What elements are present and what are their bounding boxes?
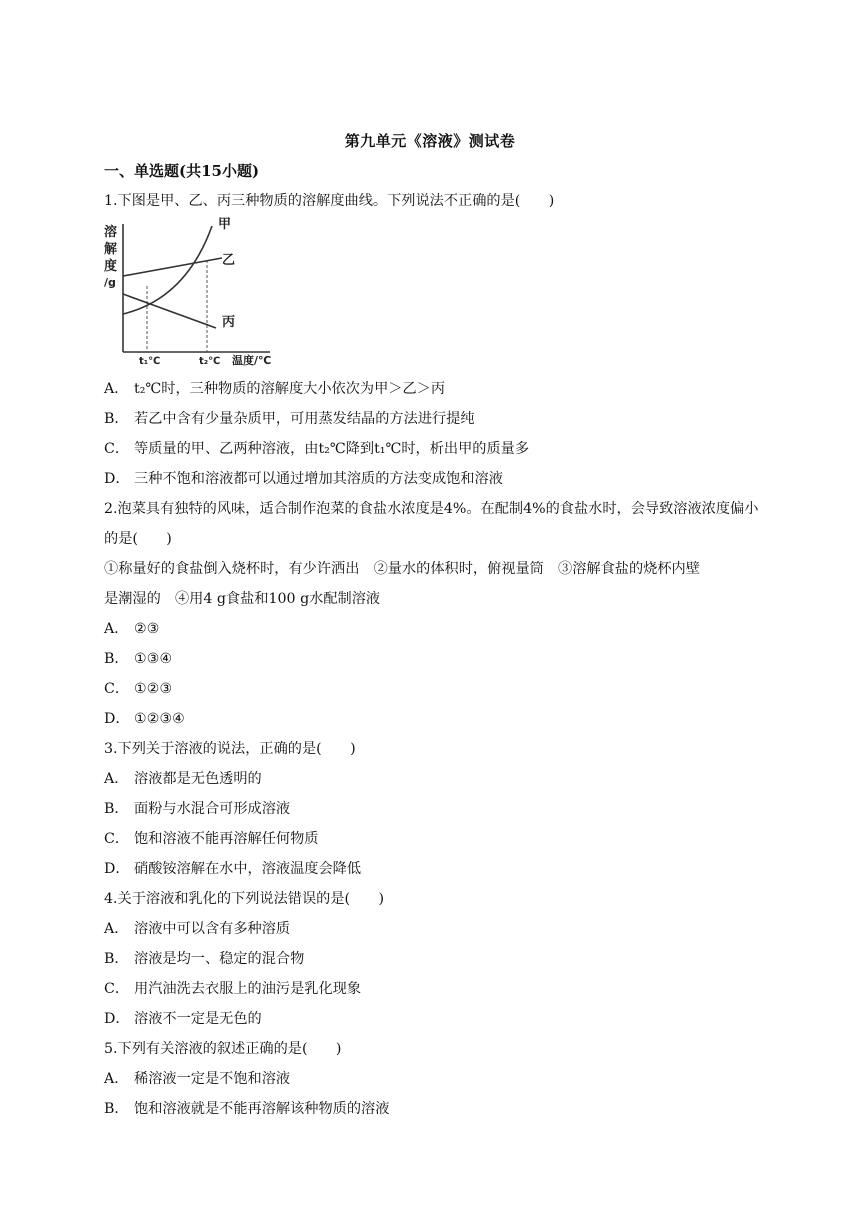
question-list bbox=[104, 186, 764, 1124]
q3-option-d: D． 硝酸铵溶解在水中，溶液温度会降低 bbox=[104, 861, 362, 877]
q3-option-c: C． 饱和溶液不能再溶解任何物质 bbox=[104, 831, 319, 847]
q2-body-line1: ①称量好的食盐倒入烧杯时，有少许洒出 ②量水的体积时，俯视量筒 ③溶解食盐的烧杯内壁 bbox=[104, 561, 700, 577]
q1-stem: 1.下图是甲、乙、丙三种物质的溶解度曲线。下列说法不正确的是( ) bbox=[104, 193, 555, 209]
q1-option-c: C． 等质量的甲、乙两种溶液，由t₂℃降到t₁℃时，析出甲的质量多 bbox=[104, 441, 530, 457]
solubility-chart-svg bbox=[104, 216, 284, 366]
q4-option-d: D． 溶液不一定是无色的 bbox=[104, 1011, 262, 1027]
series-yi-label: 乙 bbox=[222, 253, 236, 268]
x-tick-t2: t₂℃ bbox=[199, 356, 221, 366]
solubility-chart bbox=[104, 216, 764, 374]
q2-stem: 2.泡菜具有独特的风味，适合制作泡菜的食盐水浓度是4%。在配制4%的食盐水时，会导致溶液浓度偏小的是( ) bbox=[104, 501, 759, 547]
y-label-char-3: 度 bbox=[104, 259, 118, 274]
q2-option-d: D． ①②③④ bbox=[104, 711, 185, 727]
q2-option-c: C． ①②③ bbox=[104, 681, 173, 697]
q4-option-a: A． 溶液中可以含有多种溶质 bbox=[104, 921, 291, 937]
x-tick-t1: t₁℃ bbox=[139, 356, 161, 366]
y-label-char-1: 溶 bbox=[104, 225, 118, 240]
series-jia-line bbox=[123, 226, 212, 314]
q3-stem: 3.下列关于溶液的说法，正确的是( ) bbox=[104, 741, 356, 757]
q1-option-a: A． t₂℃时，三种物质的溶解度大小依次为甲＞乙＞丙 bbox=[104, 381, 446, 397]
q5-option-a: A． 稀溶液一定是不饱和溶液 bbox=[104, 1071, 291, 1087]
series-jia-label: 甲 bbox=[218, 217, 232, 232]
y-label-unit: /g bbox=[104, 276, 116, 289]
series-bing-label: 丙 bbox=[222, 315, 236, 330]
q4-stem: 4.关于溶液和乳化的下列说法错误的是( ) bbox=[104, 891, 384, 907]
q3-option-b: B． 面粉与水混合可形成溶液 bbox=[104, 801, 291, 817]
q4-option-b: B． 溶液是均一、稳定的混合物 bbox=[104, 951, 305, 967]
page-title: 第九单元《溶液》测试卷 bbox=[344, 132, 516, 150]
section-title: 一、单选题(共15小题) bbox=[104, 162, 260, 180]
q5-stem: 5.下列有关溶液的叙述正确的是( ) bbox=[104, 1041, 342, 1057]
q2-option-b: B． ①③④ bbox=[104, 651, 173, 667]
series-bing-line bbox=[123, 294, 216, 328]
q3-option-a: A． 溶液都是无色透明的 bbox=[104, 771, 262, 787]
q1-option-d: D． 三种不饱和溶液都可以通过增加其溶质的方法变成饱和溶液 bbox=[104, 471, 503, 487]
q2-option-a: A． ②③ bbox=[104, 621, 160, 637]
q1-option-b: B． 若乙中含有少量杂质甲，可用蒸发结晶的方法进行提纯 bbox=[104, 411, 475, 427]
x-axis-label: 温度/℃ bbox=[232, 354, 272, 366]
y-label-char-2: 解 bbox=[104, 242, 118, 257]
q2-body-line2: 是潮湿的 ④用4 g食盐和100 g水配制溶液 bbox=[104, 591, 381, 607]
q4-option-c: C． 用汽油洗去衣服上的油污是乳化现象 bbox=[104, 981, 362, 997]
q5-option-b: B． 饱和溶液就是不能再溶解该种物质的溶液 bbox=[104, 1101, 390, 1117]
